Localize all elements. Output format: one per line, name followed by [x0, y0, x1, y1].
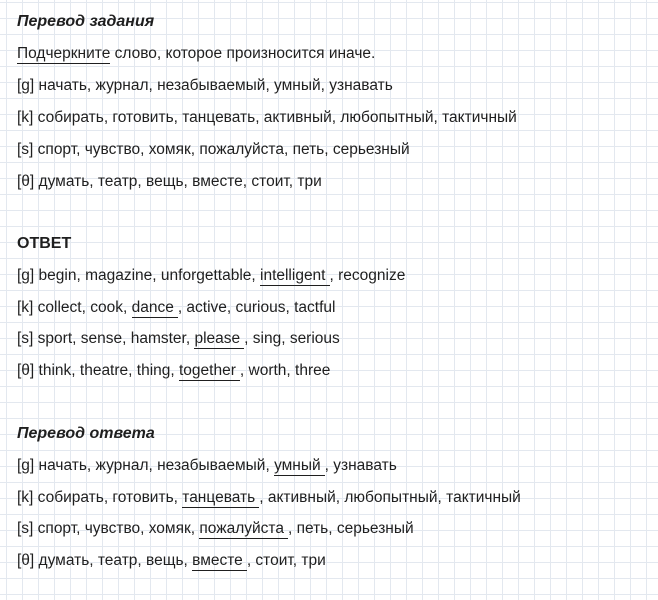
- answer-line-th: [17, 361, 330, 381]
- answer-translation-line-th: [17, 551, 326, 571]
- answer-translation-underlined-word: танцевать: [182, 488, 259, 508]
- answer-translation-text: , стоит, три: [246, 552, 326, 569]
- answer-text: [g] begin, magazine, unforgettable,: [17, 267, 260, 284]
- answer-translation-heading: Перевод ответа: [17, 425, 155, 442]
- answer-translation-text: , узнавать: [324, 457, 397, 474]
- task-line-g: [g] начать, журнал, незабываемый, умный, узнавать: [17, 77, 393, 94]
- answer-translation-line-g: [17, 456, 397, 476]
- task-line-th: [θ] думать, театр, вещь, вместе, стоит, три: [17, 173, 322, 190]
- answer-underlined-word: please: [194, 329, 244, 349]
- answer-text: [θ] think, theatre, thing,: [17, 362, 179, 379]
- answer-text: , worth, three: [239, 362, 331, 379]
- task-translation-heading: Перевод задания: [17, 13, 155, 30]
- answer-translation-underlined-word: пожалуйста: [199, 519, 288, 539]
- document-page: [17, 0, 653, 600]
- answer-underlined-word: intelligent: [260, 266, 330, 286]
- answer-translation-text: , активный, любопытный, тактичный: [259, 489, 521, 506]
- instruction-underlined-word: Подчеркните: [17, 45, 111, 62]
- answer-text: [k] collect, cook,: [17, 299, 132, 316]
- answer-translation-text: [θ] думать, театр, вещь,: [17, 552, 193, 569]
- answer-text: , recognize: [329, 267, 406, 284]
- answer-translation-text: [g] начать, журнал, незабываемый,: [17, 457, 275, 474]
- answer-line-s: [17, 329, 340, 349]
- answer-translation-line-k: [17, 488, 521, 508]
- answer-underlined-word: dance: [132, 298, 178, 318]
- answer-line-k: [17, 298, 335, 318]
- answer-translation-text: [k] собирать, готовить,: [17, 489, 183, 506]
- answer-text: , sing, serious: [244, 330, 340, 347]
- answer-text: [s] sport, sense, hamster,: [17, 330, 195, 347]
- answer-line-g: [17, 266, 405, 286]
- answer-translation-line-s: [17, 519, 414, 539]
- task-instruction: [17, 44, 375, 64]
- answer-translation-underlined-word: вместе: [192, 551, 247, 571]
- instruction-text: слово, которое произносится иначе.: [110, 45, 376, 62]
- task-line-s: [s] спорт, чувство, хомяк, пожалуйста, петь, серьезный: [17, 141, 410, 158]
- task-line-k: [k] собирать, готовить, танцевать, активный, любопытный, тактичный: [17, 109, 517, 126]
- answer-text: , active, curious, tactful: [177, 299, 336, 316]
- answer-underlined-word: together: [179, 361, 240, 381]
- answer-translation-underlined-word: умный: [274, 456, 325, 476]
- answer-heading: ОТВЕТ: [17, 235, 72, 252]
- answer-translation-text: , петь, серьезный: [287, 520, 414, 537]
- answer-translation-text: [s] спорт, чувство, хомяк,: [17, 520, 200, 537]
